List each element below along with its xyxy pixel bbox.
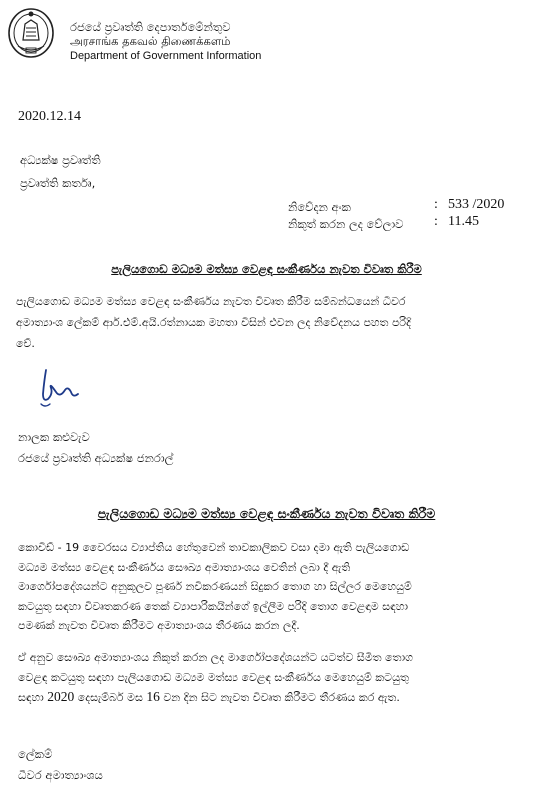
- issued-time-colon: :: [434, 214, 438, 229]
- attachment-paragraph-1: [18, 538, 514, 636]
- intro-line: අමාත්‍යාංශ ලේකම් ආර්.එම්.අයි.රත්නායක මහතා විසින් එවන ලද නිවේදනය පහත පරිදි: [16, 316, 411, 329]
- signatory-name: නාලක කළුවැව: [18, 430, 90, 444]
- letterhead-sinhala: රජයේ ප්‍රවෘත්ති දෙපාර්තමේන්තුව: [70, 20, 231, 34]
- intro-line: පැලියගොඩ මධ්‍යම මත්ස්‍ය වෙළඳ සංකීර්ණය නැවත විවෘත කිරීම සම්බන්ධයෙන් ධීවර: [16, 295, 406, 308]
- paragraph-line: මධ්‍යම මත්ස්‍ය වෙළඳ සංකීර්ණය සෞඛ්‍ය අමාත්‍යාංශය වෙතින් ලබා දී ඇති: [18, 560, 351, 574]
- addressee-line-2: ප්‍රවෘත්ති කර්තෘ,: [20, 176, 96, 190]
- letterhead-english: Department of Government Information: [70, 50, 262, 62]
- paragraph-text: සඳහා: [18, 691, 48, 704]
- paragraph-text: වන දින සිට නැවත විවෘත කිරීමට තීරණය කර ඇත.: [159, 691, 400, 704]
- document-date: 2020.12.14: [18, 109, 81, 124]
- paragraph-line: කටයුතු සඳහා විවෘතකරණ තෙක් ව්‍යාපාරිකයින්ගේ ඉල්ලීම පරිදි තොග වෙළඳාම සඳහා: [18, 599, 409, 613]
- letterhead-tamil: அரசாங்க தகவல் திணைக்களம்: [70, 34, 231, 48]
- addressee-line-1: අධ්‍යක්ෂ ප්‍රවෘත්ති: [20, 153, 101, 167]
- intro-paragraph: [16, 291, 516, 354]
- paragraph-line: ඒ අනුව සෞඛ්‍ය අමාත්‍යාංශය නිකුත් කරන ලද මාර්ගෝපදේශයන්ට යටත්ව සීමිත තොග: [18, 651, 413, 664]
- year-value: 2020: [47, 689, 75, 704]
- day-value: 16: [146, 689, 160, 704]
- paragraph-line: කොවිඩ් - 19 වෛරසය ව්‍යාප්තිය හේතුවෙන් තාවකාලිකව වසා දමා ඇති පැලියගොඩ: [18, 541, 410, 554]
- paragraph-line: පමණක් නැවත විවෘත කිරීමට අමාත්‍යාංශය තීරණය කරන ලදී.: [18, 619, 300, 632]
- government-emblem-logo: [6, 6, 56, 60]
- notice-number-value: 533 /2020: [448, 197, 505, 212]
- notice-heading: පැලියගොඩ මධ්‍යම මත්ස්‍ය වෙළඳ සංකීර්ණය නැවත විවෘත කිරීම: [111, 262, 422, 276]
- attachment-paragraph-2: [18, 648, 514, 708]
- paragraph-text: දෙසැම්බර් මස: [74, 691, 147, 704]
- handwritten-signature: [38, 368, 82, 412]
- signatory-title: රජයේ ප්‍රවෘත්ති අධ්‍යක්ෂ ජනරාල්: [18, 451, 174, 465]
- notice-number-colon: :: [434, 197, 438, 212]
- closing-ministry: ධීවර අමාත්‍යාංශය: [18, 768, 103, 782]
- issued-time-label: නිකුත් කරන ලද වේලාව: [288, 217, 404, 231]
- paragraph-line: වෙළඳ කටයුතු සඳහා පැලියගොඩ මධ්‍යම මත්ස්‍ය වෙළඳ සංකීර්ණය මෙහෙයුම් කටයුතු: [18, 670, 409, 684]
- attachment-heading: පැලියගොඩ මධ්‍යම මත්ස්‍ය වෙළඳ සංකීර්ණය නැවත විවෘත කිරීම: [97, 506, 436, 521]
- notice-number-label: නිවේදන අංක: [288, 200, 351, 214]
- issued-time-value: 11.45: [448, 214, 479, 229]
- intro-line: වේ.: [16, 337, 35, 350]
- closing-title: ලේකම්: [18, 747, 53, 761]
- paragraph-line: [18, 687, 514, 708]
- paragraph-line: මාර්ගෝපදේශයන්ට අනුකූලව පූර්ණ නවීකරණයන් සිදුකර තොග හා සිල්ලර මෙහෙයුම්: [18, 580, 412, 593]
